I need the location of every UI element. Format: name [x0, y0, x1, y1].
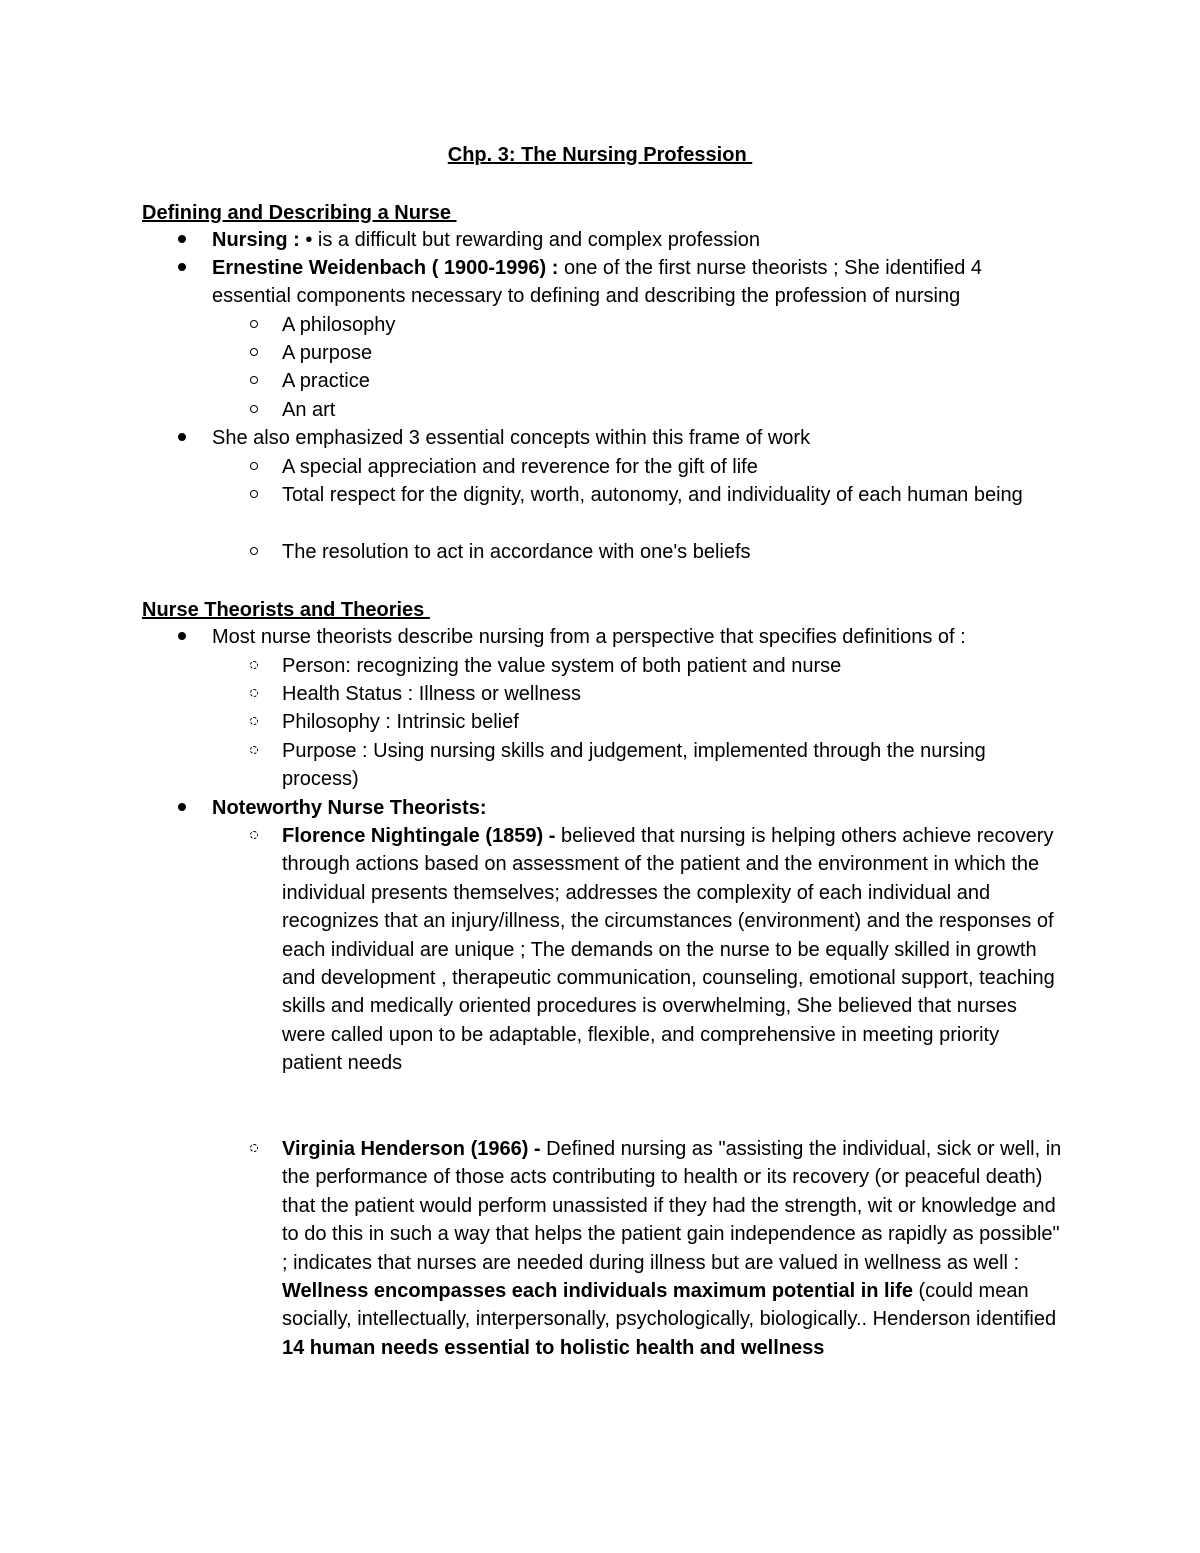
list-item-definition — [282, 708, 1062, 736]
circle-bullet-icon — [244, 453, 264, 481]
henderson-label: Virginia Henderson (1966) - — [282, 1138, 547, 1160]
component-text: A purpose — [282, 342, 373, 364]
definition-text: Philosophy : Intrinsic belief — [282, 711, 519, 733]
definition-text: Person: recognizing the value system of both patient and nurse — [282, 655, 842, 677]
henderson-bold-1: Wellness encompasses each individuals maximum potential in life — [282, 1280, 913, 1303]
component-text: A practice — [282, 370, 370, 392]
henderson-text-2: (could mean socially, intellectually, interpersonally, psychologically, biologically.. Henderson identified — [282, 1280, 1057, 1331]
nursing-label: Nursing : — [212, 229, 306, 251]
list-item-definition — [282, 680, 1062, 708]
henderson-bold-2: 14 human needs essential to holistic health and wellness — [282, 1336, 825, 1359]
list-item-concept — [282, 453, 1062, 481]
definition-text: Health Status : Illness or wellness — [282, 683, 582, 705]
circle-bullet-icon — [244, 311, 264, 339]
concept-text: A special appreciation and reverence for the gift of life — [282, 456, 758, 478]
dotted-circle-bullet-icon — [244, 680, 264, 708]
component-text: A philosophy — [282, 314, 396, 336]
disc-bullet-icon — [172, 623, 192, 651]
disc-bullet-icon — [172, 254, 192, 282]
list-item-nightingale — [282, 822, 1062, 1078]
dotted-circle-bullet-icon — [244, 652, 264, 680]
list-item-component — [282, 396, 1062, 424]
intro-text: Most nurse theorists describe nursing from a perspective that specifies definitions of : — [212, 626, 966, 648]
disc-bullet-icon — [172, 226, 192, 254]
section-heading-defining: Defining and Describing a Nurse — [142, 202, 457, 224]
component-text: An art — [282, 399, 336, 421]
concept-text: Total respect for the dignity, worth, autonomy, and individuality of each human being — [282, 484, 1023, 506]
circle-bullet-icon — [244, 538, 264, 566]
dotted-circle-bullet-icon — [244, 822, 264, 850]
henderson-text-1: Defined nursing as "assisting the individual, sick or well, in the performance of those acts contributing to health or its recovery (or peaceful death) that the patient would perform unassisted if they had the strength, wit or knowledge and to do this in such a way that helps the patient gain independence as rapidly as possible" ; indicates that nurses are needed during illness but are valued in wellness as well : — [282, 1138, 1062, 1274]
weidenbach-label: Ernestine Weidenbach ( 1900-1996) : — [212, 257, 564, 279]
list-item-component — [282, 339, 1062, 367]
circle-bullet-icon — [244, 367, 264, 395]
concept-text: The resolution to act in accordance with one's beliefs — [282, 541, 751, 563]
nightingale-label: Florence Nightingale (1859) - — [282, 825, 561, 847]
dotted-circle-bullet-icon — [244, 737, 264, 765]
circle-bullet-icon — [244, 396, 264, 424]
weidenbach-text: one of the first nurse theorists ; She identified 4 essential components necessary to defining and describing the profession of nursing — [212, 257, 983, 308]
section-heading-theorists: Nurse Theorists and Theories — [142, 599, 430, 621]
list-item-weidenbach — [212, 254, 1062, 311]
list-item-intro — [212, 623, 1062, 651]
list-item-definition — [282, 652, 1062, 680]
nursing-text: • is a difficult but rewarding and complex profession — [305, 229, 760, 251]
circle-bullet-icon — [244, 481, 264, 509]
list-item-noteworthy — [212, 794, 1062, 822]
disc-bullet-icon — [172, 424, 192, 452]
list-item-concepts-intro — [212, 424, 1062, 452]
list-item-definition — [282, 737, 1062, 794]
page-title: Chp. 3: The Nursing Profession — [447, 144, 753, 166]
noteworthy-label: Noteworthy Nurse Theorists: — [212, 797, 487, 819]
list-item-concept — [282, 481, 1062, 509]
list-item-component — [282, 367, 1062, 395]
concepts-intro-text: She also emphasized 3 essential concepts within this frame of work — [212, 427, 811, 449]
list-item-henderson — [282, 1135, 1062, 1362]
nightingale-text: believed that nursing is helping others achieve recovery through actions based on assessment of the patient and the environment in which the individual presents themselves; addresses the complexity of each individual and recognizes that an injury/illness, the circumstances (environment) and the responses of each individual are unique ; The demands on the nurse to be equally skilled in growth and development , therapeutic communication, counseling, emotional support, teaching skills and medically oriented procedures is overwhelming, She believed that nurses were called upon to be adaptable, flexible, and comprehensive in meeting priority patient needs — [282, 825, 1055, 1075]
dotted-circle-bullet-icon — [244, 1135, 264, 1163]
list-item-component — [282, 311, 1062, 339]
disc-bullet-icon — [172, 794, 192, 822]
list-item-concept — [282, 538, 1062, 566]
circle-bullet-icon — [244, 339, 264, 367]
list-item-nursing — [212, 226, 1062, 254]
dotted-circle-bullet-icon — [244, 708, 264, 736]
definition-text: Purpose : Using nursing skills and judgement, implemented through the nursing process) — [282, 740, 986, 791]
